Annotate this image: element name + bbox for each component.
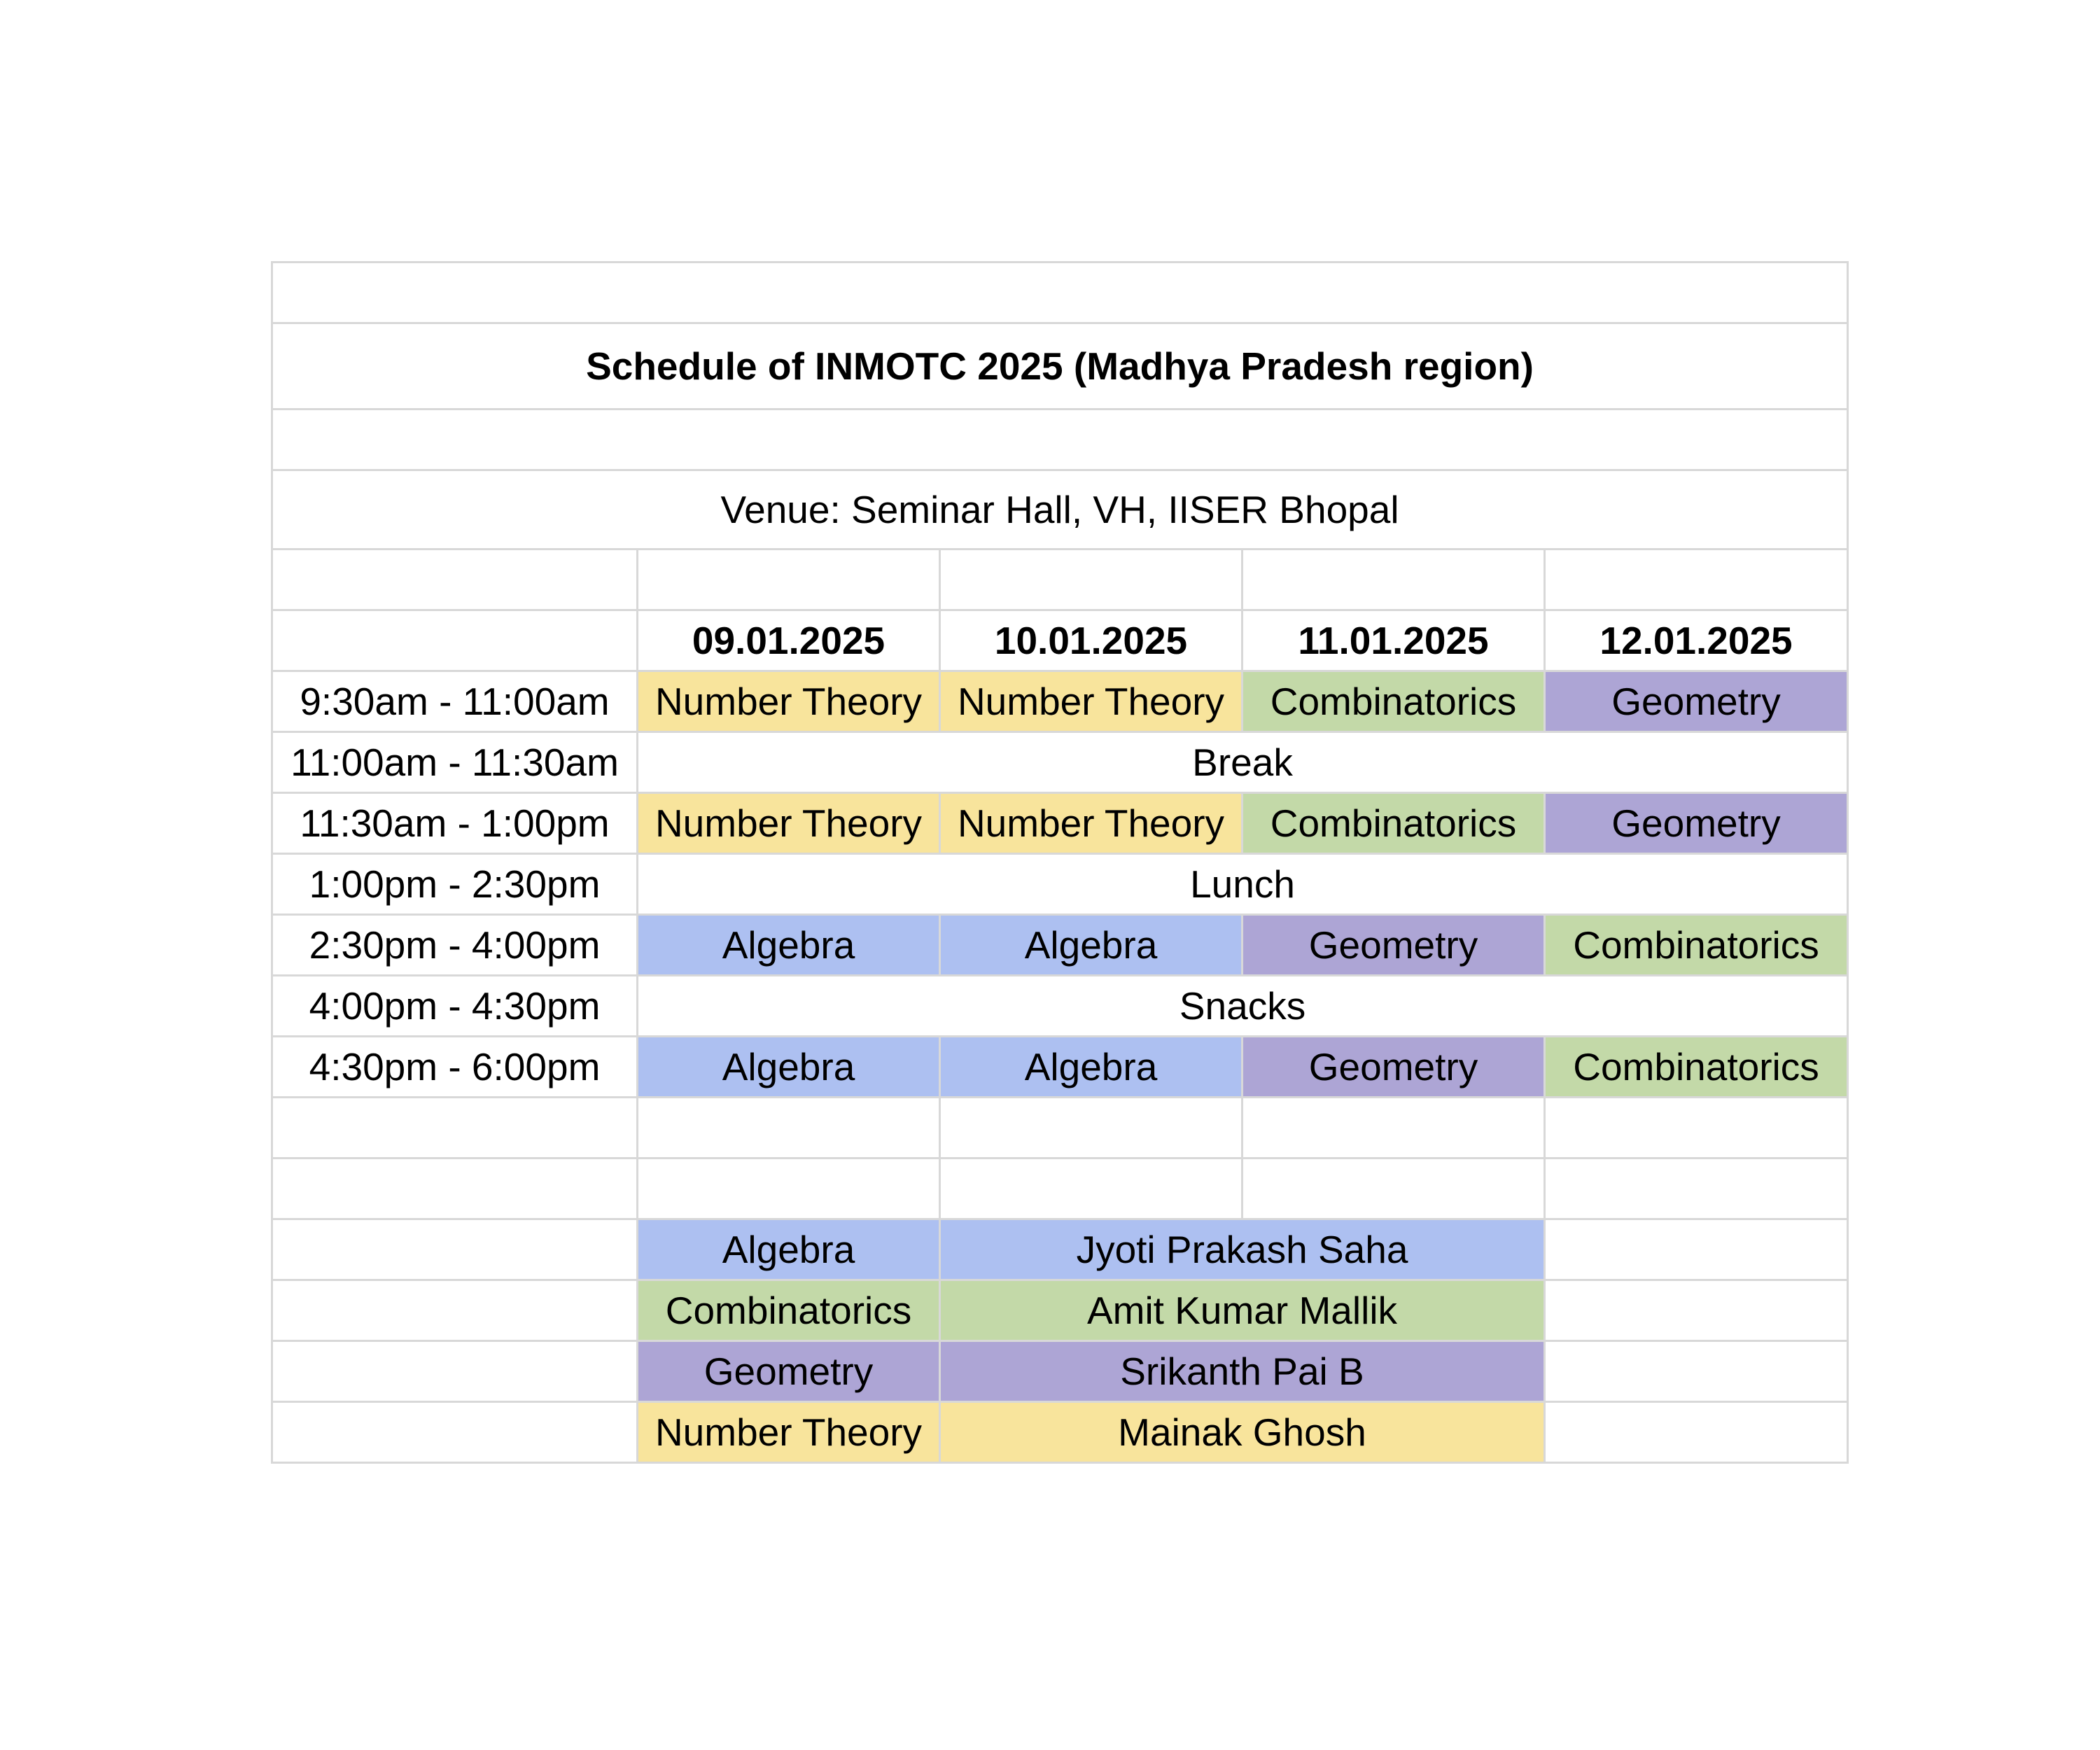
instructor-row [272, 1219, 1848, 1280]
empty-row [272, 1158, 1848, 1219]
instructor-subject: Combinatorics [638, 1280, 940, 1341]
empty-cell [272, 1280, 638, 1341]
date-header: 11.01.2025 [1242, 610, 1545, 671]
session-cell: Algebra [940, 1037, 1242, 1098]
date-header-row [272, 610, 1848, 671]
instructor-row [272, 1280, 1848, 1341]
time-slot: 1:00pm - 2:30pm [272, 854, 638, 915]
empty-cell [638, 550, 940, 610]
schedule-title: Schedule of INMOTC 2025 (Madhya Pradesh region) [272, 323, 1848, 410]
empty-cell [272, 550, 638, 610]
session-cell: Number Theory [638, 793, 940, 854]
break-cell: Snacks [638, 976, 1848, 1037]
instructor-name: Amit Kumar Mallik [940, 1280, 1545, 1341]
time-slot: 4:00pm - 4:30pm [272, 976, 638, 1037]
session-cell: Geometry [1242, 915, 1545, 976]
time-slot: 11:00am - 11:30am [272, 732, 638, 793]
break-row [272, 976, 1848, 1037]
empty-cell [940, 1098, 1242, 1158]
session-row [272, 1037, 1848, 1098]
instructor-name: Srikanth Pai B [940, 1341, 1545, 1402]
session-cell: Number Theory [940, 671, 1242, 732]
empty-cell [1545, 1341, 1848, 1402]
break-row [272, 854, 1848, 915]
session-row [272, 671, 1848, 732]
session-row [272, 793, 1848, 854]
time-slot: 2:30pm - 4:00pm [272, 915, 638, 976]
time-slot: 9:30am - 11:00am [272, 671, 638, 732]
instructor-subject: Algebra [638, 1219, 940, 1280]
time-slot: 11:30am - 1:00pm [272, 793, 638, 854]
schedule-table [271, 261, 1849, 1464]
empty-row [272, 550, 1848, 610]
title-row [272, 323, 1848, 410]
empty-cell [1242, 550, 1545, 610]
session-cell: Algebra [940, 915, 1242, 976]
break-cell: Break [638, 732, 1848, 793]
date-header: 09.01.2025 [638, 610, 940, 671]
session-cell: Number Theory [940, 793, 1242, 854]
venue-text: Venue: Seminar Hall, VH, IISER Bhopal [272, 470, 1848, 550]
date-header: 12.01.2025 [1545, 610, 1848, 671]
empty-cell [272, 262, 1848, 323]
venue-row [272, 470, 1848, 550]
instructor-subject: Number Theory [638, 1402, 940, 1463]
session-cell: Geometry [1545, 671, 1848, 732]
instructor-subject: Geometry [638, 1341, 940, 1402]
empty-cell [1545, 1158, 1848, 1219]
session-cell: Geometry [1242, 1037, 1545, 1098]
session-cell: Algebra [638, 1037, 940, 1098]
instructor-name: Mainak Ghosh [940, 1402, 1545, 1463]
empty-cell [1242, 1098, 1545, 1158]
empty-cell [272, 1402, 638, 1463]
instructor-row [272, 1402, 1848, 1463]
session-cell: Combinatorics [1545, 1037, 1848, 1098]
empty-row [272, 1098, 1848, 1158]
empty-cell [1242, 1158, 1545, 1219]
empty-cell [272, 610, 638, 671]
empty-cell [1545, 1402, 1848, 1463]
session-cell: Combinatorics [1242, 671, 1545, 732]
empty-cell [272, 1098, 638, 1158]
session-cell: Number Theory [638, 671, 940, 732]
session-cell: Algebra [638, 915, 940, 976]
empty-cell [1545, 1098, 1848, 1158]
empty-cell [272, 1158, 638, 1219]
empty-cell [1545, 1280, 1848, 1341]
time-slot: 4:30pm - 6:00pm [272, 1037, 638, 1098]
empty-cell [940, 1158, 1242, 1219]
empty-row [272, 410, 1848, 470]
session-row [272, 915, 1848, 976]
date-header: 10.01.2025 [940, 610, 1242, 671]
break-cell: Lunch [638, 854, 1848, 915]
session-cell: Geometry [1545, 793, 1848, 854]
session-cell: Combinatorics [1242, 793, 1545, 854]
instructor-row [272, 1341, 1848, 1402]
empty-cell [1545, 1219, 1848, 1280]
empty-cell [272, 1341, 638, 1402]
empty-cell [272, 410, 1848, 470]
empty-cell [638, 1158, 940, 1219]
session-cell: Combinatorics [1545, 915, 1848, 976]
empty-cell [940, 550, 1242, 610]
empty-cell [272, 1219, 638, 1280]
break-row [272, 732, 1848, 793]
empty-cell [1545, 550, 1848, 610]
empty-cell [638, 1098, 940, 1158]
instructor-name: Jyoti Prakash Saha [940, 1219, 1545, 1280]
empty-row [272, 262, 1848, 323]
